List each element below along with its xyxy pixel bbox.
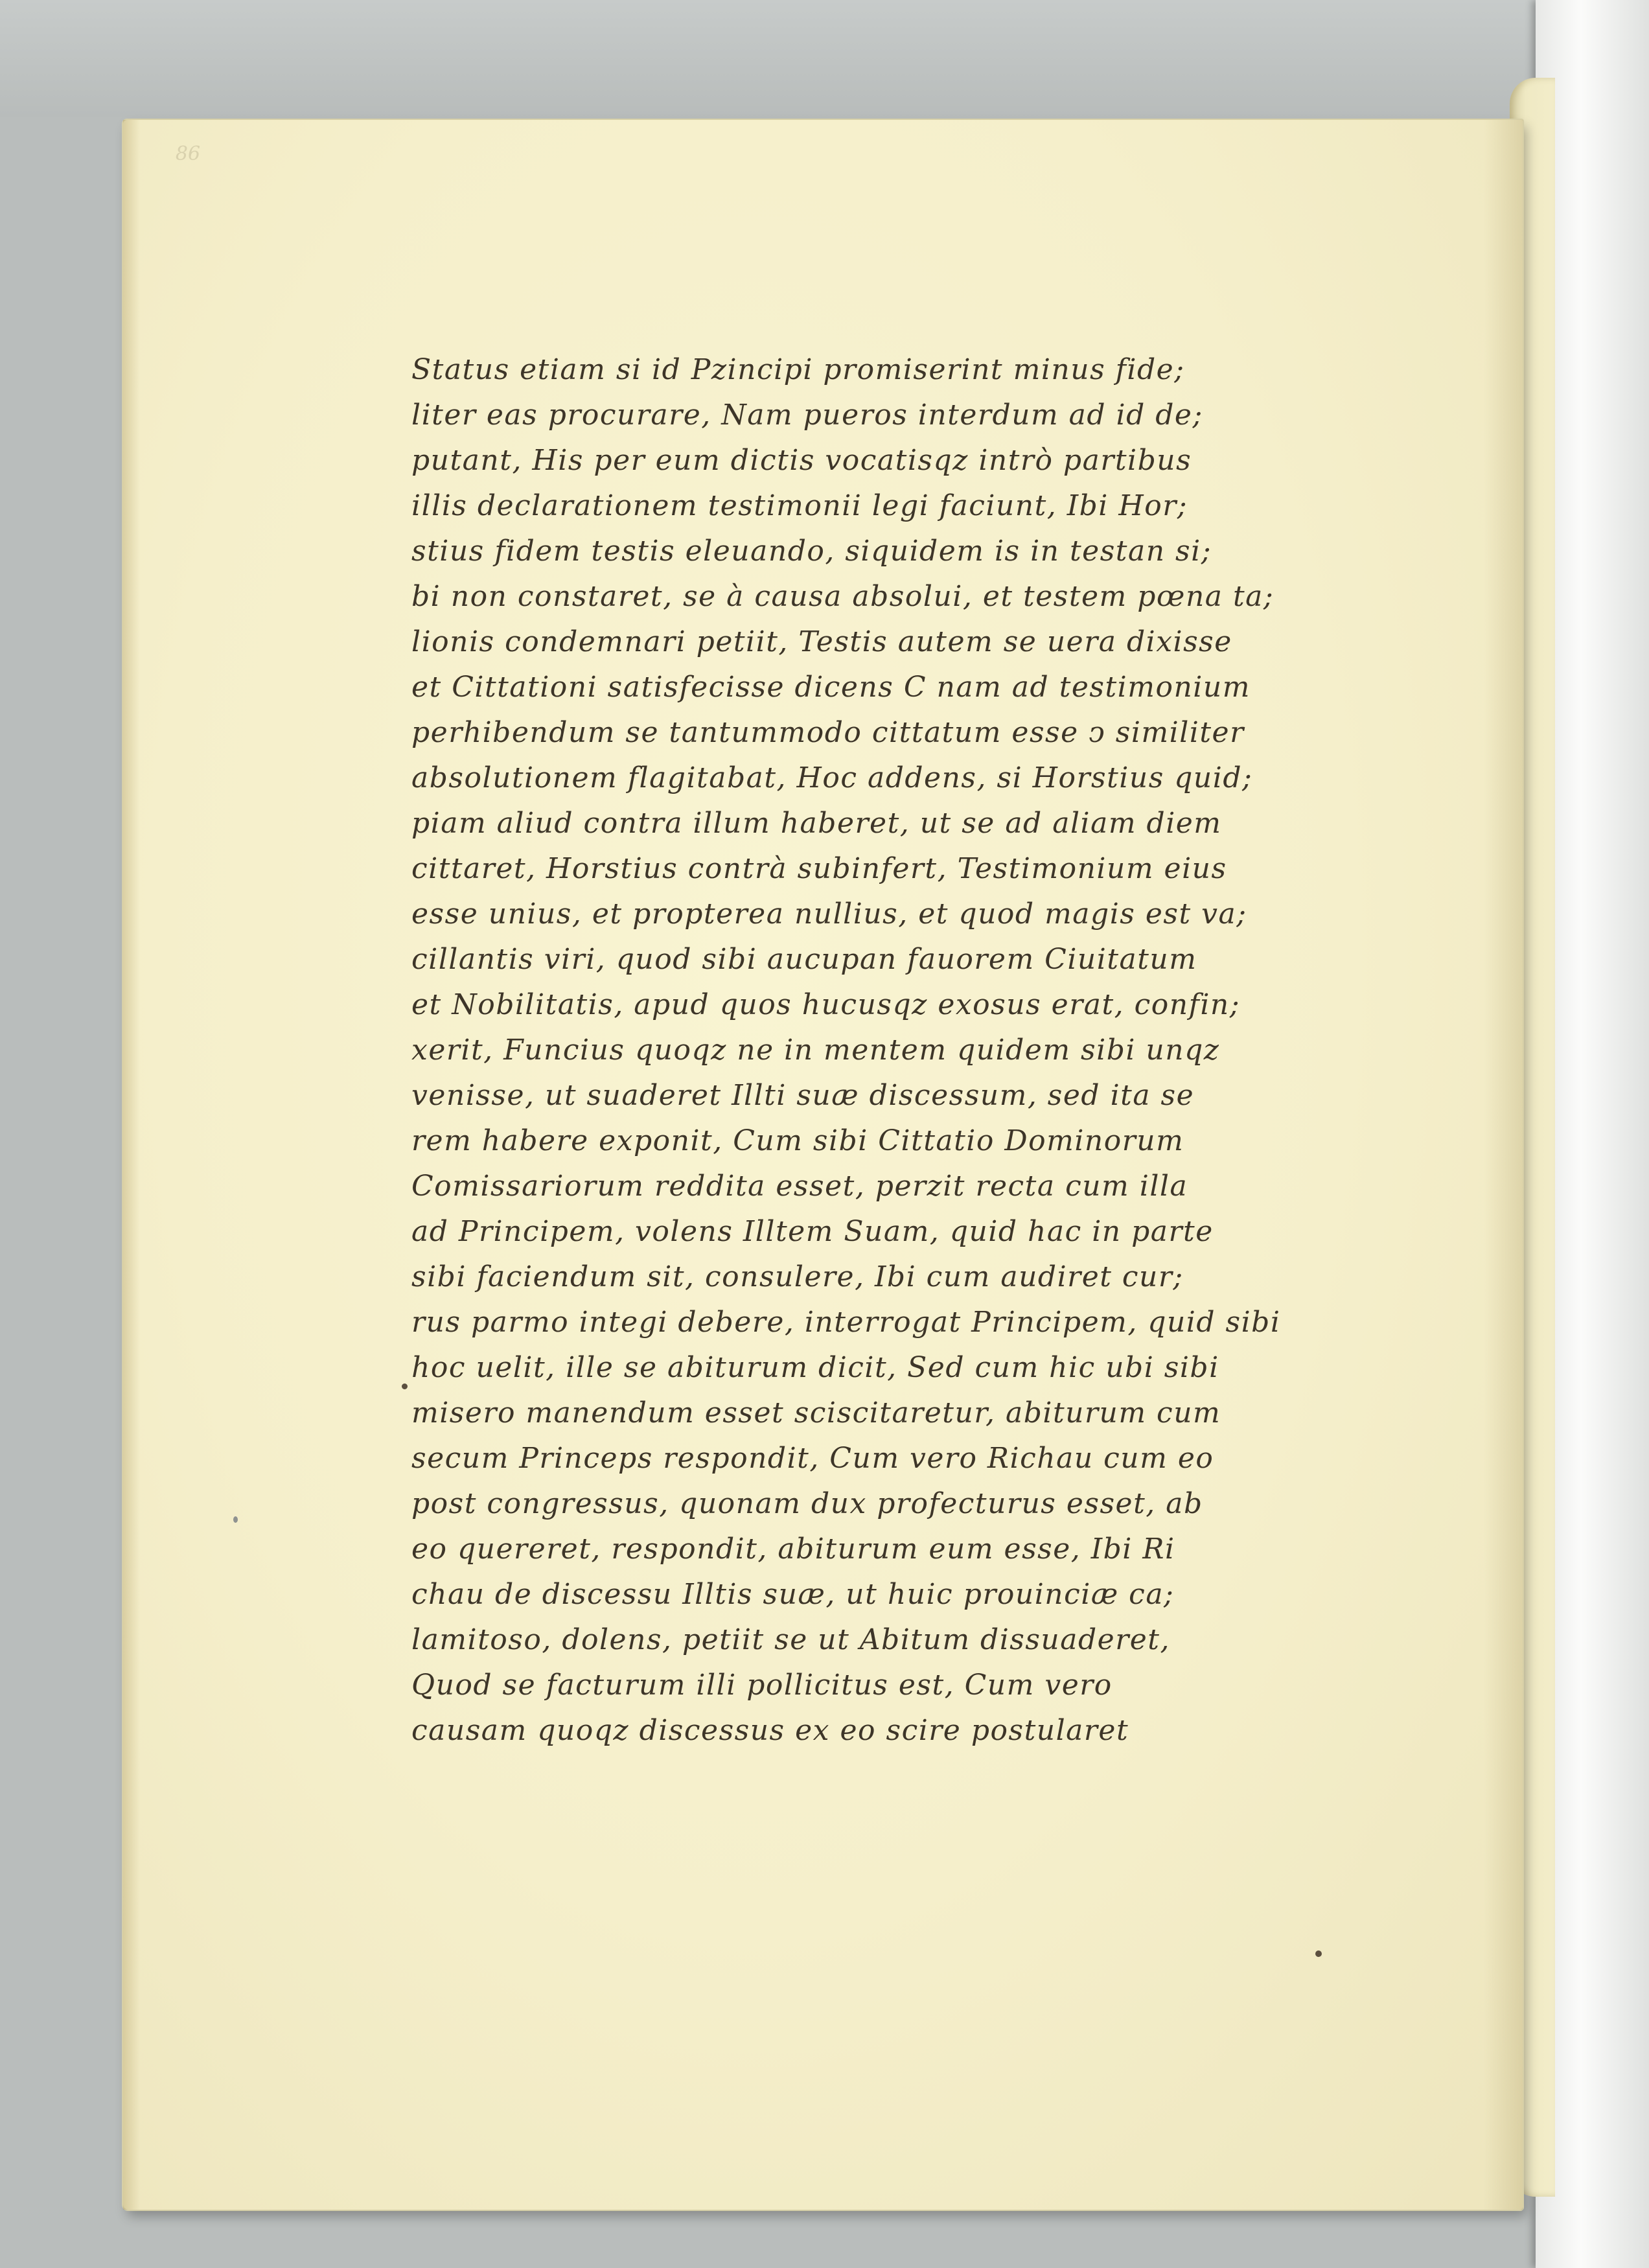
text-line: chau de discessu Illtis suæ, ut huic prouinciæ ca; — [411, 1578, 1175, 1611]
ink-speck — [402, 1383, 408, 1389]
text-line: rem habere exponit, Cum sibi Cittatio Dominorum — [411, 1124, 1184, 1157]
text-line: piam aliud contra illum haberet, ut se ad aliam diem — [411, 807, 1222, 840]
text-line: Status etiam si id Pzincipi promiserint minus fide; — [411, 353, 1185, 386]
text-line: lionis condemnari petiit, Testis autem se uera dixisse — [411, 625, 1232, 658]
text-line: lamitoso, dolens, petiit se ut Abitum dissuaderet, — [411, 1623, 1170, 1656]
text-line: rus parmo integi debere, interrogat Principem, quid sibi — [411, 1306, 1281, 1339]
manuscript-page — [123, 120, 1523, 2210]
text-line: post congressus, quonam dux profecturus esset, ab — [411, 1487, 1203, 1520]
folio-number: 86 — [175, 143, 201, 165]
text-line: bi non constaret, se à causa absolui, et testem pœna ta; — [411, 580, 1274, 613]
text-line: putant, His per eum dictis vocatisqz intrò partibus — [411, 444, 1192, 477]
text-line: illis declarationem testimonii legi faciunt, Ibi Hor; — [411, 489, 1188, 522]
text-line: sibi faciendum sit, consulere, Ibi cum audiret cur; — [411, 1260, 1184, 1293]
text-line: absolutionem flagitabat, Hoc addens, si Horstius quid; — [411, 761, 1253, 794]
text-line: cillantis viri, quod sibi aucupan fauorem Ciuitatum — [411, 943, 1197, 976]
text-line: misero manendum esset sciscitaretur, abiturum cum — [411, 1396, 1221, 1429]
text-line: et Cittationi satisfecisse dicens C nam ad testimonium — [411, 671, 1251, 704]
text-line: stius fidem testis eleuando, siquidem is in testan si; — [411, 535, 1212, 568]
text-line: Comissariorum reddita esset, perzit recta cum illa — [411, 1170, 1188, 1203]
text-line: causam quoqz discessus ex eo scire postularet — [411, 1714, 1129, 1747]
text-line: et Nobilitatis, apud quos hucusqz exosus erat, confin; — [411, 988, 1241, 1021]
text-line: perhibendum se tantummodo cittatum esse ↄ similiter — [411, 716, 1245, 749]
ink-speck — [1315, 1950, 1322, 1957]
text-line: liter eas procurare, Nam pueros interdum ad id de; — [411, 399, 1203, 432]
scanner-backdrop — [0, 0, 1649, 117]
text-line: hoc uelit, ille se abiturum dicit, Sed cum hic ubi sibi — [411, 1351, 1219, 1384]
text-line: ad Principem, volens Illtem Suam, quid hac in parte — [411, 1215, 1214, 1248]
text-line: Quod se facturum illi pollicitus est, Cum vero — [411, 1669, 1113, 1702]
ink-speck — [233, 1516, 238, 1523]
text-line: esse unius, et propterea nullius, et quod magis est va; — [411, 897, 1247, 931]
text-line: venisse, ut suaderet Illti suæ discessum, sed ita se — [411, 1079, 1195, 1112]
text-line: xerit, Funcius quoqz ne in mentem quidem sibi unqz — [411, 1034, 1220, 1067]
manuscript-text — [123, 120, 1523, 2210]
text-line: secum Princeps respondit, Cum vero Richau cum eo — [411, 1442, 1214, 1475]
text-line: cittaret, Horstius contrà subinfert, Testimonium eius — [411, 852, 1227, 885]
text-line: eo quereret, respondit, abiturum eum esse, Ibi Ri — [411, 1533, 1175, 1566]
